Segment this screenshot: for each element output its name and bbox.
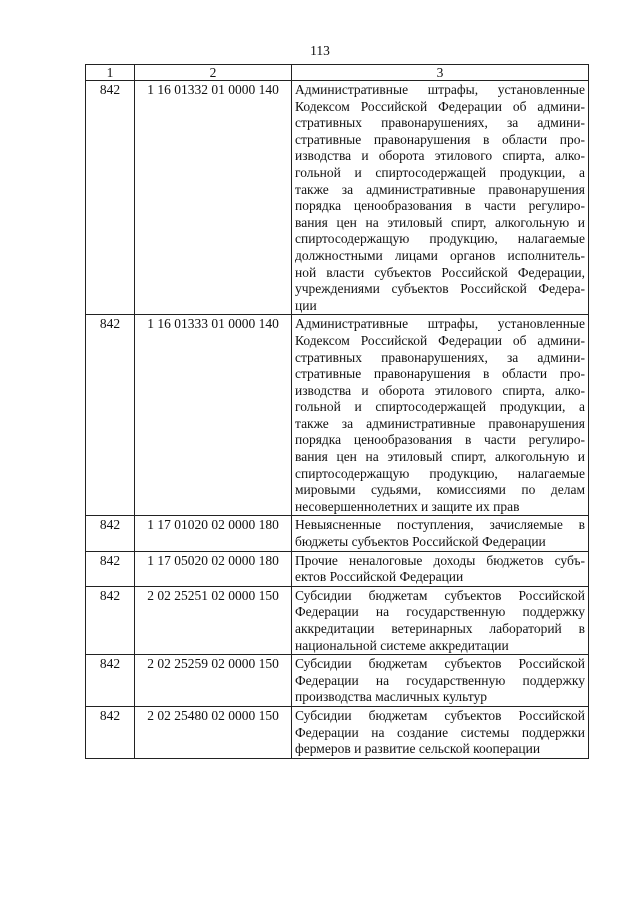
description-line: должностными лицами органов исполнитель-	[295, 247, 585, 263]
description-line: изводства и оборота этилового спирта, алко-	[295, 148, 585, 164]
description-line: порядка ценообразования в части регулиро-	[295, 198, 585, 214]
description-line: Федерации на создание системы поддержки	[295, 724, 585, 740]
description-line: Административные штрафы, установленные	[295, 82, 585, 97]
table-body	[86, 81, 589, 759]
administrator-code-cell: 842	[86, 516, 135, 551]
income-description-cell	[292, 315, 589, 516]
description-line: стративные правонарушения в области про-	[295, 131, 585, 147]
table-row	[86, 516, 589, 551]
description-line: вания цен на этиловый спирт, алкогольную и	[295, 214, 585, 230]
administrator-code-cell: 842	[86, 706, 135, 758]
administrator-code-cell: 842	[86, 551, 135, 586]
description-line: Субсидии бюджетам субъектов Российской	[295, 656, 585, 672]
description-line: вания цен на этиловый спирт, алкогольную и	[295, 449, 585, 465]
description-line: Административные штрафы, установленные	[295, 316, 585, 332]
description-line: гольной и спиртосодержащей продукции, а	[295, 164, 585, 180]
table-row	[86, 586, 589, 654]
description-line: национальной системе аккредитации	[295, 637, 509, 653]
description-line: спиртосодержащую продукцию, налагаемые	[295, 465, 585, 481]
income-description-cell	[292, 81, 589, 315]
description-line: ной власти субъектов Российской Федерации,	[295, 264, 585, 280]
administrator-code-cell: 842	[86, 586, 135, 654]
income-description-cell	[292, 516, 589, 551]
description-line: производства масличных культур	[295, 689, 487, 705]
budget-classification-code-cell: 1 17 05020 02 0000 180	[135, 551, 292, 586]
description-line: стративных правонарушениях, за админи-	[295, 349, 585, 365]
description-line: изводства и оборота этилового спирта, алко-	[295, 382, 585, 398]
column-header-3: 3	[292, 65, 589, 81]
description-line: гольной и спиртосодержащей продукции, а	[295, 399, 585, 415]
administrator-code-cell: 842	[86, 655, 135, 707]
budget-classification-code-cell: 2 02 25259 02 0000 150	[135, 655, 292, 707]
description-line: учреждениями субъектов Российской Федера-	[295, 281, 585, 297]
budget-classification-code-cell: 1 17 01020 02 0000 180	[135, 516, 292, 551]
description-line: бюджеты субъектов Российской Федерации	[295, 534, 546, 550]
description-line: Федерации на государственную поддержку	[295, 604, 585, 620]
description-line: ектов Российской Федерации	[295, 569, 464, 585]
description-line: стративные правонарушения в области про-	[295, 366, 585, 382]
budget-classification-code-cell: 1 16 01333 01 0000 140	[135, 315, 292, 516]
description-line: аккредитации ветеринарных лабораторий в	[295, 621, 585, 636]
column-header-2: 2	[135, 65, 292, 81]
page-number: 113	[310, 43, 330, 58]
column-header-1: 1	[86, 65, 135, 81]
description-line: Кодексом Российской Федерации об админи-	[295, 98, 585, 114]
table-row	[86, 551, 589, 586]
administrator-code-cell: 842	[86, 315, 135, 516]
administrator-code-cell: 842	[86, 81, 135, 315]
description-line: Субсидии бюджетам субъектов Российской	[295, 587, 585, 603]
description-line: также за административные правонарушения	[295, 181, 585, 197]
description-line: фермеров и развитие сельской кооперации	[295, 741, 541, 757]
description-line: Невыясненные поступления, зачисляемые в	[295, 517, 585, 533]
budget-classification-code-cell: 2 02 25251 02 0000 150	[135, 586, 292, 654]
table-row	[86, 81, 589, 315]
budget-codes-table	[85, 64, 589, 759]
description-line: порядка ценообразования в части регулиро-	[295, 432, 585, 448]
income-description-cell	[292, 706, 589, 758]
income-description-cell	[292, 655, 589, 707]
income-description-cell	[292, 551, 589, 586]
description-line: ции	[295, 297, 317, 313]
description-line: Субсидии бюджетам субъектов Российской	[295, 707, 585, 723]
budget-classification-code-cell: 2 02 25480 02 0000 150	[135, 706, 292, 758]
income-description-cell	[292, 586, 589, 654]
description-line: несовершеннолетних и защите их прав	[295, 498, 520, 514]
description-line: Прочие неналоговые доходы бюджетов субъ-	[295, 552, 585, 568]
description-line: Федерации на государственную поддержку	[295, 672, 585, 688]
table-row	[86, 706, 589, 758]
description-line: спиртосодержащую продукцию, налагаемые	[295, 231, 585, 247]
description-line: мировыми судьями, комиссиями по делам	[295, 482, 585, 498]
table-row	[86, 315, 589, 516]
description-line: стративных правонарушениях, за админи-	[295, 115, 585, 131]
table-header-row	[86, 65, 589, 81]
budget-classification-code-cell: 1 16 01332 01 0000 140	[135, 81, 292, 315]
table-row	[86, 655, 589, 707]
description-line: Кодексом Российской Федерации об админи-	[295, 332, 585, 348]
description-line: также за административные правонарушения	[295, 415, 585, 431]
